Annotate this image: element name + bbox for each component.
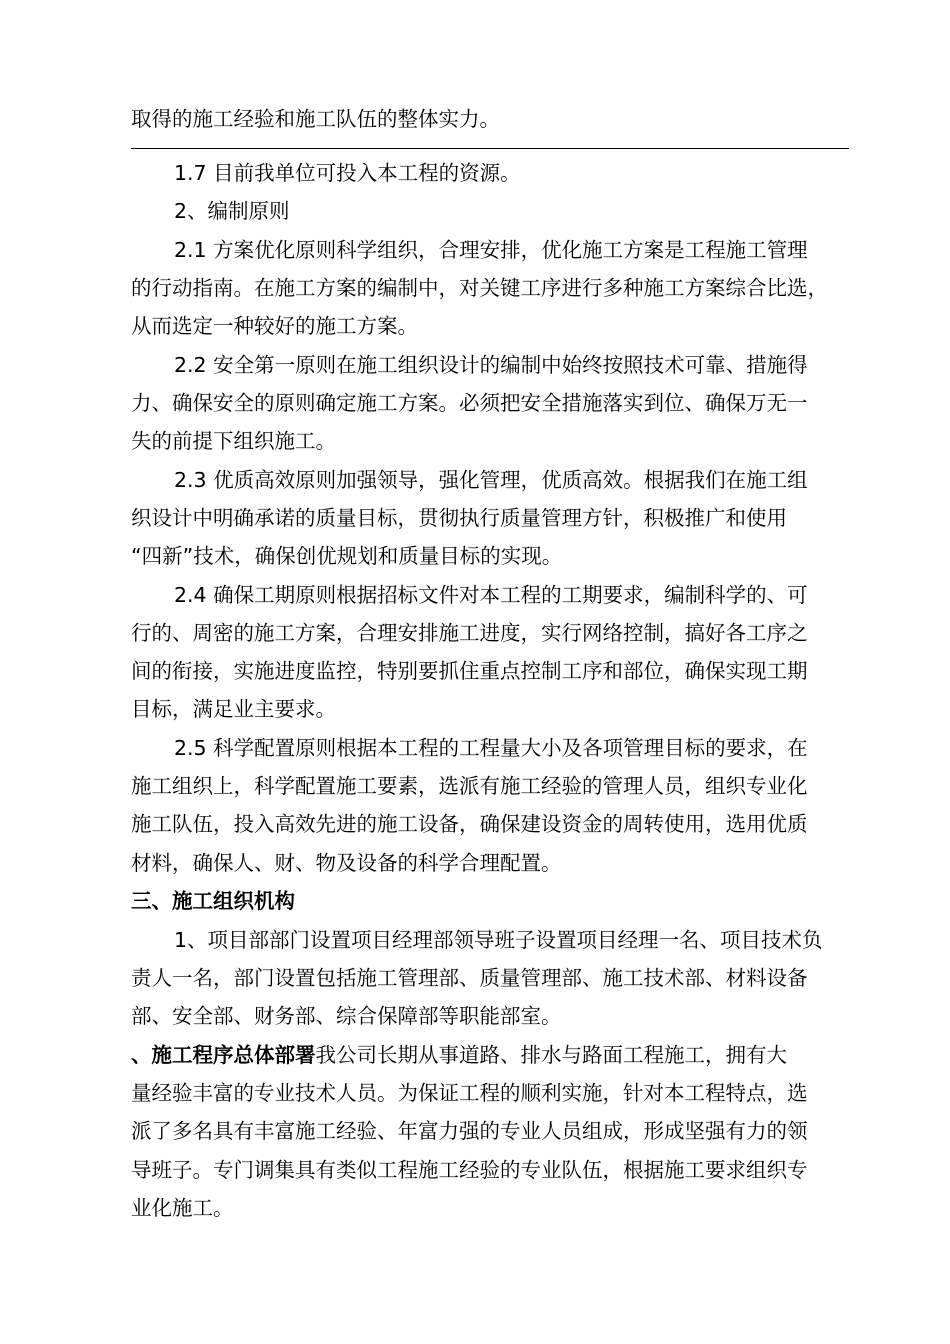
text-line: 量经验丰富的专业技术人员。为保证工程的顺利实施，针对本工程特点，选 xyxy=(131,1081,808,1105)
inline-heading: 、施工程序总体部署 xyxy=(131,1043,316,1067)
horizontal-rule xyxy=(131,148,849,149)
text-line: 2.4 确保工期原则根据招标文件对本工程的工期要求，编制科学的、可 xyxy=(174,583,808,607)
text-line: 行的、周密的施工方案，合理安排施工进度，实行网络控制，搞好各工序之 xyxy=(131,621,808,645)
text-line: 导班子。专门调集具有类似工程施工经验的专业队伍，根据施工要求组织专 xyxy=(131,1158,808,1182)
text-line: 责人一名，部门设置包括施工管理部、质量管理部、施工技术部、材料设备 xyxy=(131,966,808,990)
chapter-heading: 三、施工组织机构 xyxy=(131,889,295,913)
text-line: 2.2 安全第一原则在施工组织设计的编制中始终按照技术可靠、措施得 xyxy=(174,353,808,377)
text-line: 1、项目部部门设置项目经理部领导班子设置项目经理一名、项目技术负 xyxy=(174,928,823,952)
text-line: 的行动指南。在施工方案的编制中，对关键工序进行多种施工方案综合比选， xyxy=(131,276,828,300)
text-line: 1.7 目前我单位可投入本工程的资源。 xyxy=(174,161,521,185)
text-line: 业化施工。 xyxy=(131,1196,234,1220)
text-line: 2.1 方案优化原则科学组织，合理安排，优化施工方案是工程施工管理 xyxy=(174,238,808,262)
text-line: 派了多名具有丰富施工经验、年富力强的专业人员组成，形成坚强有力的领 xyxy=(131,1119,808,1143)
text-line: 2.5 科学配置原则根据本工程的工程量大小及各项管理目标的要求，在 xyxy=(174,736,808,760)
text-line: 间的衔接，实施进度监控，特别要抓住重点控制工序和部位，确保实现工期 xyxy=(131,659,808,683)
text-line: 从而选定一种较好的施工方案。 xyxy=(131,314,418,338)
text-line: 部、安全部、财务部、综合保障部等职能部室。 xyxy=(131,1004,562,1028)
text-line: 织设计中明确承诺的质量目标，贯彻执行质量管理方针，积极推广和使用 xyxy=(131,506,787,530)
paragraph-first-line xyxy=(131,1042,787,1068)
text-run: 我公司长期从事道路、排水与路面工程施工，拥有大 xyxy=(315,1043,787,1067)
text-line: 目标，满足业主要求。 xyxy=(131,697,336,721)
text-line: “四新”技术，确保创优规划和质量目标的实现。 xyxy=(131,544,563,568)
text-line: 2.3 优质高效原则加强领导，强化管理，优质高效。根据我们在施工组 xyxy=(174,468,808,492)
text-line: 力、确保安全的原则确定施工方案。必须把安全措施落实到位、确保万无一 xyxy=(131,391,808,415)
text-line: 施工组织上，科学配置施工要素，选派有施工经验的管理人员，组织专业化 xyxy=(131,774,808,798)
text-line: 取得的施工经验和施工队伍的整体实力。 xyxy=(131,107,500,131)
section-heading: 2、编制原则 xyxy=(174,199,290,223)
text-line: 失的前提下组织施工。 xyxy=(131,429,336,453)
text-line: 材料，确保人、财、物及设备的科学合理配置。 xyxy=(131,851,562,875)
text-line: 施工队伍，投入高效先进的施工设备，确保建设资金的周转使用，选用优质 xyxy=(131,812,808,836)
